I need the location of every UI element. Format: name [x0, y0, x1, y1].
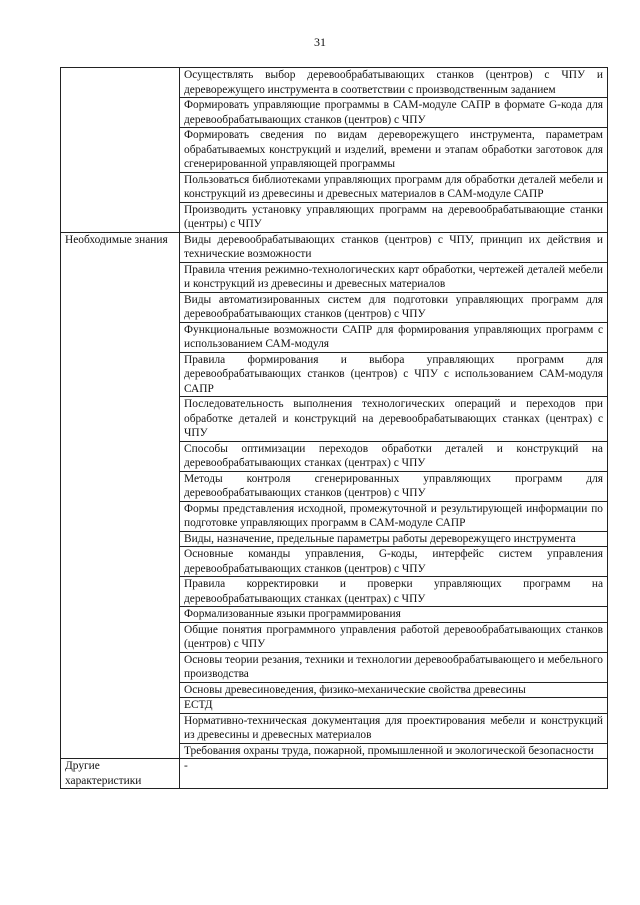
requirement-text: ЕСТД	[180, 698, 608, 714]
requirement-text: Основы теории резания, техники и технологии деревообрабатывающего и мебельного производства	[180, 652, 608, 682]
requirement-text: Функциональные возможности САПР для формирования управляющих программ с использованием САМ-модуля	[180, 322, 608, 352]
table-row	[61, 68, 608, 98]
requirement-text: Основные команды управления, G-коды, интерфейс систем управления деревообрабатывающих станков (центров) с ЧПУ	[180, 547, 608, 577]
requirement-text: -	[180, 759, 608, 789]
requirement-text: Методы контроля сгенерированных управляющих программ для деревообрабатывающих станков (центров) с ЧПУ	[180, 471, 608, 501]
requirement-text: Общие понятия программного управления работой деревообрабатывающих станков (центров) с ЧПУ	[180, 622, 608, 652]
table-row	[61, 232, 608, 262]
requirement-text: Способы оптимизации переходов обработки деталей и конструкций на деревообрабатывающих станках (центрах) с ЧПУ	[180, 441, 608, 471]
row-group-label	[61, 68, 180, 233]
row-group-label: Другие характеристики	[61, 759, 180, 789]
requirement-text: Основы древесиноведения, физико-механические свойства древесины	[180, 682, 608, 698]
requirement-text: Правила чтения режимно-технологических карт обработки, чертежей деталей мебели и конструкций из древесины и древесных материалов	[180, 262, 608, 292]
requirement-text: Виды автоматизированных систем для подготовки управляющих программ для деревообрабатывающих станков (центров) с ЧПУ	[180, 292, 608, 322]
table-row	[61, 759, 608, 789]
requirement-text: Формировать сведения по видам дереворежущего инструмента, параметрам обрабатываемых конструкций и изделий, времени и этапам обработки заготовок для сгенерированной управляющей программы	[180, 128, 608, 173]
requirement-text: Формализованные языки программирования	[180, 607, 608, 623]
requirement-text: Производить установку управляющих программ на деревообрабатывающие станки (центры) с ЧПУ	[180, 202, 608, 232]
requirement-text: Формировать управляющие программы в САМ-модуле САПР в формате G-кода для деревообрабатывающих станков (центров) с ЧПУ	[180, 98, 608, 128]
requirement-text: Виды, назначение, предельные параметры работы дереворежущего инструмента	[180, 531, 608, 547]
requirement-text: Последовательность выполнения технологических операций и переходов при обработке деталей и конструкций на деревообрабатывающих станках (центрах) с ЧПУ	[180, 397, 608, 442]
requirement-text: Формы представления исходной, промежуточной и результирующей информации по подготовке управляющих программ в САМ-модуле САПР	[180, 501, 608, 531]
page-number: 31	[314, 35, 326, 49]
requirements-table	[60, 67, 608, 789]
row-group-label: Необходимые знания	[61, 232, 180, 759]
requirement-text: Виды деревообрабатывающих станков (центров) с ЧПУ, принцип их действия и технические возможности	[180, 232, 608, 262]
requirement-text: Правила корректировки и проверки управляющих программ на деревообрабатывающих станках (центрах) с ЧПУ	[180, 577, 608, 607]
requirement-text: Требования охраны труда, пожарной, промышленной и экологической безопасности	[180, 743, 608, 759]
requirement-text: Осуществлять выбор деревообрабатывающих станков (центров) с ЧПУ и дереворежущего инструмента в соответствии с производственным заданием	[180, 68, 608, 98]
requirement-text: Пользоваться библиотеками управляющих программ для обработки деталей мебели и конструкций из древесины и древесных материалов в САМ-модуле САПР	[180, 172, 608, 202]
requirement-text: Нормативно-техническая документация для проектирования мебели и конструкций из древесины и древесных материалов	[180, 713, 608, 743]
requirement-text: Правила формирования и выбора управляющих программ для деревообрабатывающих станков (центров) с ЧПУ с использованием САМ-модуля САПР	[180, 352, 608, 397]
